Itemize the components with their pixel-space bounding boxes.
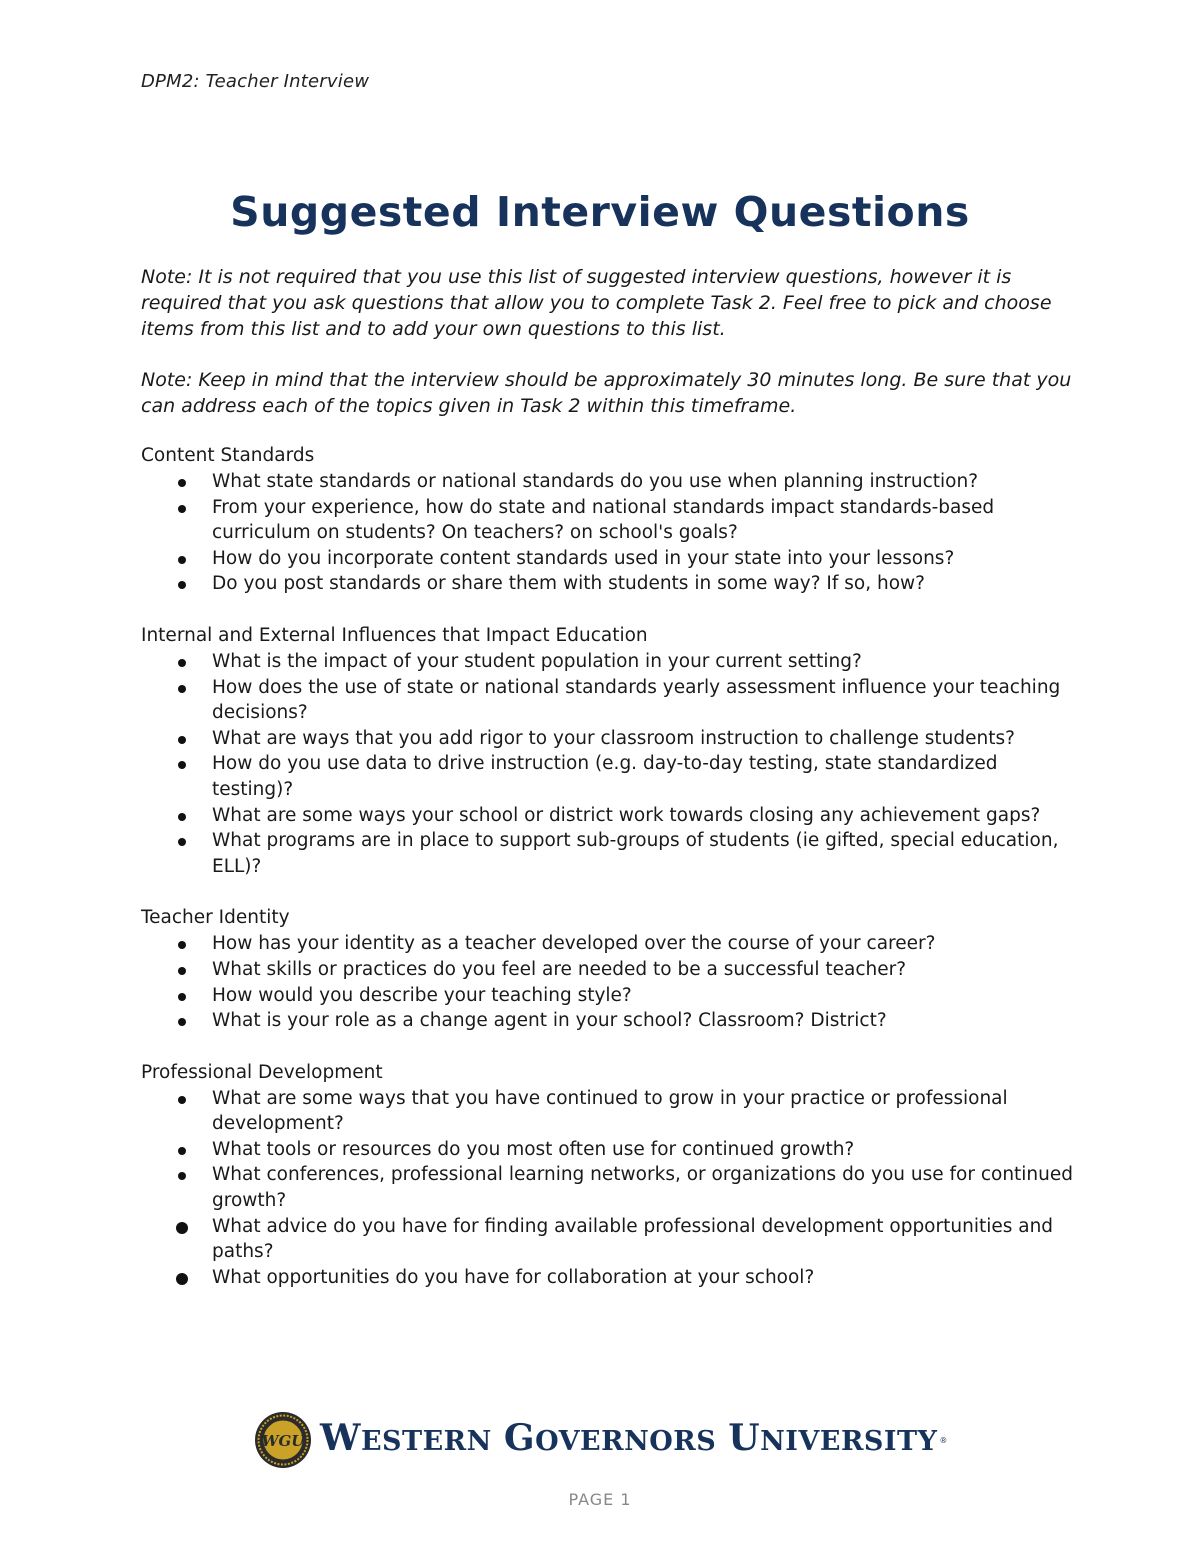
bullet-icon bbox=[178, 967, 186, 975]
wordmark-rest: OVERNORS bbox=[535, 1426, 717, 1457]
wgu-seal-icon bbox=[254, 1411, 312, 1469]
bullet-icon bbox=[178, 685, 186, 693]
note-paragraph: Note: Keep in mind that the interview should be approximately 30 minutes long. Be sure that you can address each of the topics given in Task 2 within this timeframe. bbox=[141, 369, 1072, 417]
wordmark-rest: ESTERN bbox=[360, 1426, 492, 1457]
bullet-icon bbox=[178, 1096, 186, 1104]
question-item bbox=[141, 1137, 1081, 1163]
question-text: What are some ways that you have continued to grow in your practice or professional development? bbox=[212, 1087, 1008, 1135]
wgu-logo bbox=[254, 1409, 947, 1471]
question-text: What are some ways your school or district work towards closing any achievement gaps? bbox=[212, 804, 1041, 826]
bullet-icon bbox=[178, 556, 186, 564]
bullet-icon bbox=[178, 505, 186, 513]
question-text: How has your identity as a teacher developed over the course of your career? bbox=[212, 933, 936, 955]
question-item bbox=[141, 726, 1081, 752]
question-text: How do you incorporate content standards used in your state into your lessons? bbox=[212, 547, 955, 569]
question-item bbox=[141, 1265, 1081, 1291]
question-item bbox=[141, 828, 1081, 879]
bullet-icon bbox=[178, 479, 186, 487]
trademark-symbol: ® bbox=[939, 1435, 948, 1445]
note-paragraph: Note: It is not required that you use this list of suggested interview questions, however it is required that you ask questions that allow you to complete Task 2. Feel free to pick and choose items from this list and to add your own questions to this list. bbox=[141, 266, 1052, 340]
question-item bbox=[141, 571, 1081, 597]
question-list bbox=[141, 469, 1081, 597]
bullet-icon bbox=[178, 1018, 186, 1026]
question-sections bbox=[141, 443, 1081, 1316]
question-text: What opportunities do you have for collaboration at your school? bbox=[212, 1266, 815, 1288]
question-item bbox=[141, 983, 1081, 1009]
bullet-icon bbox=[178, 1147, 186, 1155]
question-item bbox=[141, 546, 1081, 572]
question-text: What are ways that you add rigor to your classroom instruction to challenge students? bbox=[212, 727, 1015, 749]
question-text: Do you post standards or share them with students in some way? If so, how? bbox=[212, 573, 925, 595]
question-item bbox=[141, 469, 1081, 495]
question-text: How would you describe your teaching style? bbox=[212, 984, 632, 1006]
question-text: What skills or practices do you feel are needed to be a successful teacher? bbox=[212, 958, 907, 980]
question-text: How do you use data to drive instruction (e.g. day-to-day testing, state standardized testing)? bbox=[212, 753, 998, 800]
bullet-icon bbox=[178, 993, 186, 1001]
running-header: DPM2: Teacher Interview bbox=[141, 71, 370, 92]
question-section bbox=[141, 623, 1081, 879]
bullet-icon bbox=[178, 761, 186, 769]
bullet-icon bbox=[178, 581, 186, 589]
question-item bbox=[141, 751, 1081, 802]
bullet-icon bbox=[176, 1273, 188, 1285]
wordmark-initial: G bbox=[503, 1417, 536, 1459]
section-heading: Internal and External Influences that Impact Education bbox=[141, 624, 648, 646]
wordmark-initial: W bbox=[320, 1417, 361, 1459]
bullet-icon bbox=[176, 1222, 188, 1234]
wgu-wordmark bbox=[320, 1407, 937, 1473]
question-item bbox=[141, 495, 1081, 546]
question-item bbox=[141, 1162, 1081, 1213]
section-heading: Content Standards bbox=[141, 445, 315, 466]
question-item bbox=[141, 649, 1081, 675]
question-text: What state standards or national standards do you use when planning instruction? bbox=[212, 471, 979, 492]
question-list bbox=[141, 931, 1081, 1033]
question-list bbox=[141, 649, 1081, 879]
question-item bbox=[141, 1008, 1081, 1034]
question-text: What programs are in place to support sub-groups of students (ie gifted, special education, ELL)? bbox=[212, 830, 1059, 877]
question-text: What tools or resources do you most often use for continued growth? bbox=[212, 1138, 855, 1160]
section-heading: Teacher Identity bbox=[141, 907, 290, 929]
bullet-icon bbox=[178, 813, 186, 821]
bullet-icon bbox=[178, 659, 186, 667]
wordmark-rest: NIVERSITY bbox=[760, 1426, 938, 1457]
bullet-icon bbox=[178, 1172, 186, 1180]
bullet-icon bbox=[178, 838, 186, 846]
question-text: From your experience, how do state and national standards impact standards-based curriculum on students? On teachers? on school's goals? bbox=[212, 496, 995, 544]
question-section bbox=[141, 443, 1081, 597]
seal-letters: WGU bbox=[261, 1432, 305, 1450]
section-heading: Professional Development bbox=[141, 1061, 383, 1083]
bullet-icon bbox=[178, 736, 186, 744]
question-item bbox=[141, 675, 1081, 726]
question-text: What advice do you have for finding available professional development opportunities and paths? bbox=[212, 1215, 1054, 1263]
question-list bbox=[141, 1086, 1081, 1291]
question-item bbox=[141, 931, 1081, 957]
page-number: PAGE 1 bbox=[568, 1490, 632, 1509]
question-item bbox=[141, 1086, 1081, 1137]
question-item bbox=[141, 957, 1081, 983]
question-item bbox=[141, 1214, 1081, 1265]
question-section bbox=[141, 1060, 1081, 1291]
question-text: What is your role as a change agent in your school? Classroom? District? bbox=[212, 1010, 887, 1032]
page-title: Suggested Interview Questions bbox=[230, 188, 970, 236]
wordmark-initial: U bbox=[728, 1417, 761, 1459]
question-text: What conferences, professional learning networks, or organizations do you use for continued growth? bbox=[212, 1164, 1074, 1212]
question-section bbox=[141, 905, 1081, 1033]
bullet-icon bbox=[178, 941, 186, 949]
question-item bbox=[141, 803, 1081, 829]
notes-block bbox=[141, 264, 1081, 444]
question-text: How does the use of state or national standards yearly assessment influence your teaching decisions? bbox=[212, 676, 1061, 724]
question-text: What is the impact of your student population in your current setting? bbox=[212, 650, 862, 672]
